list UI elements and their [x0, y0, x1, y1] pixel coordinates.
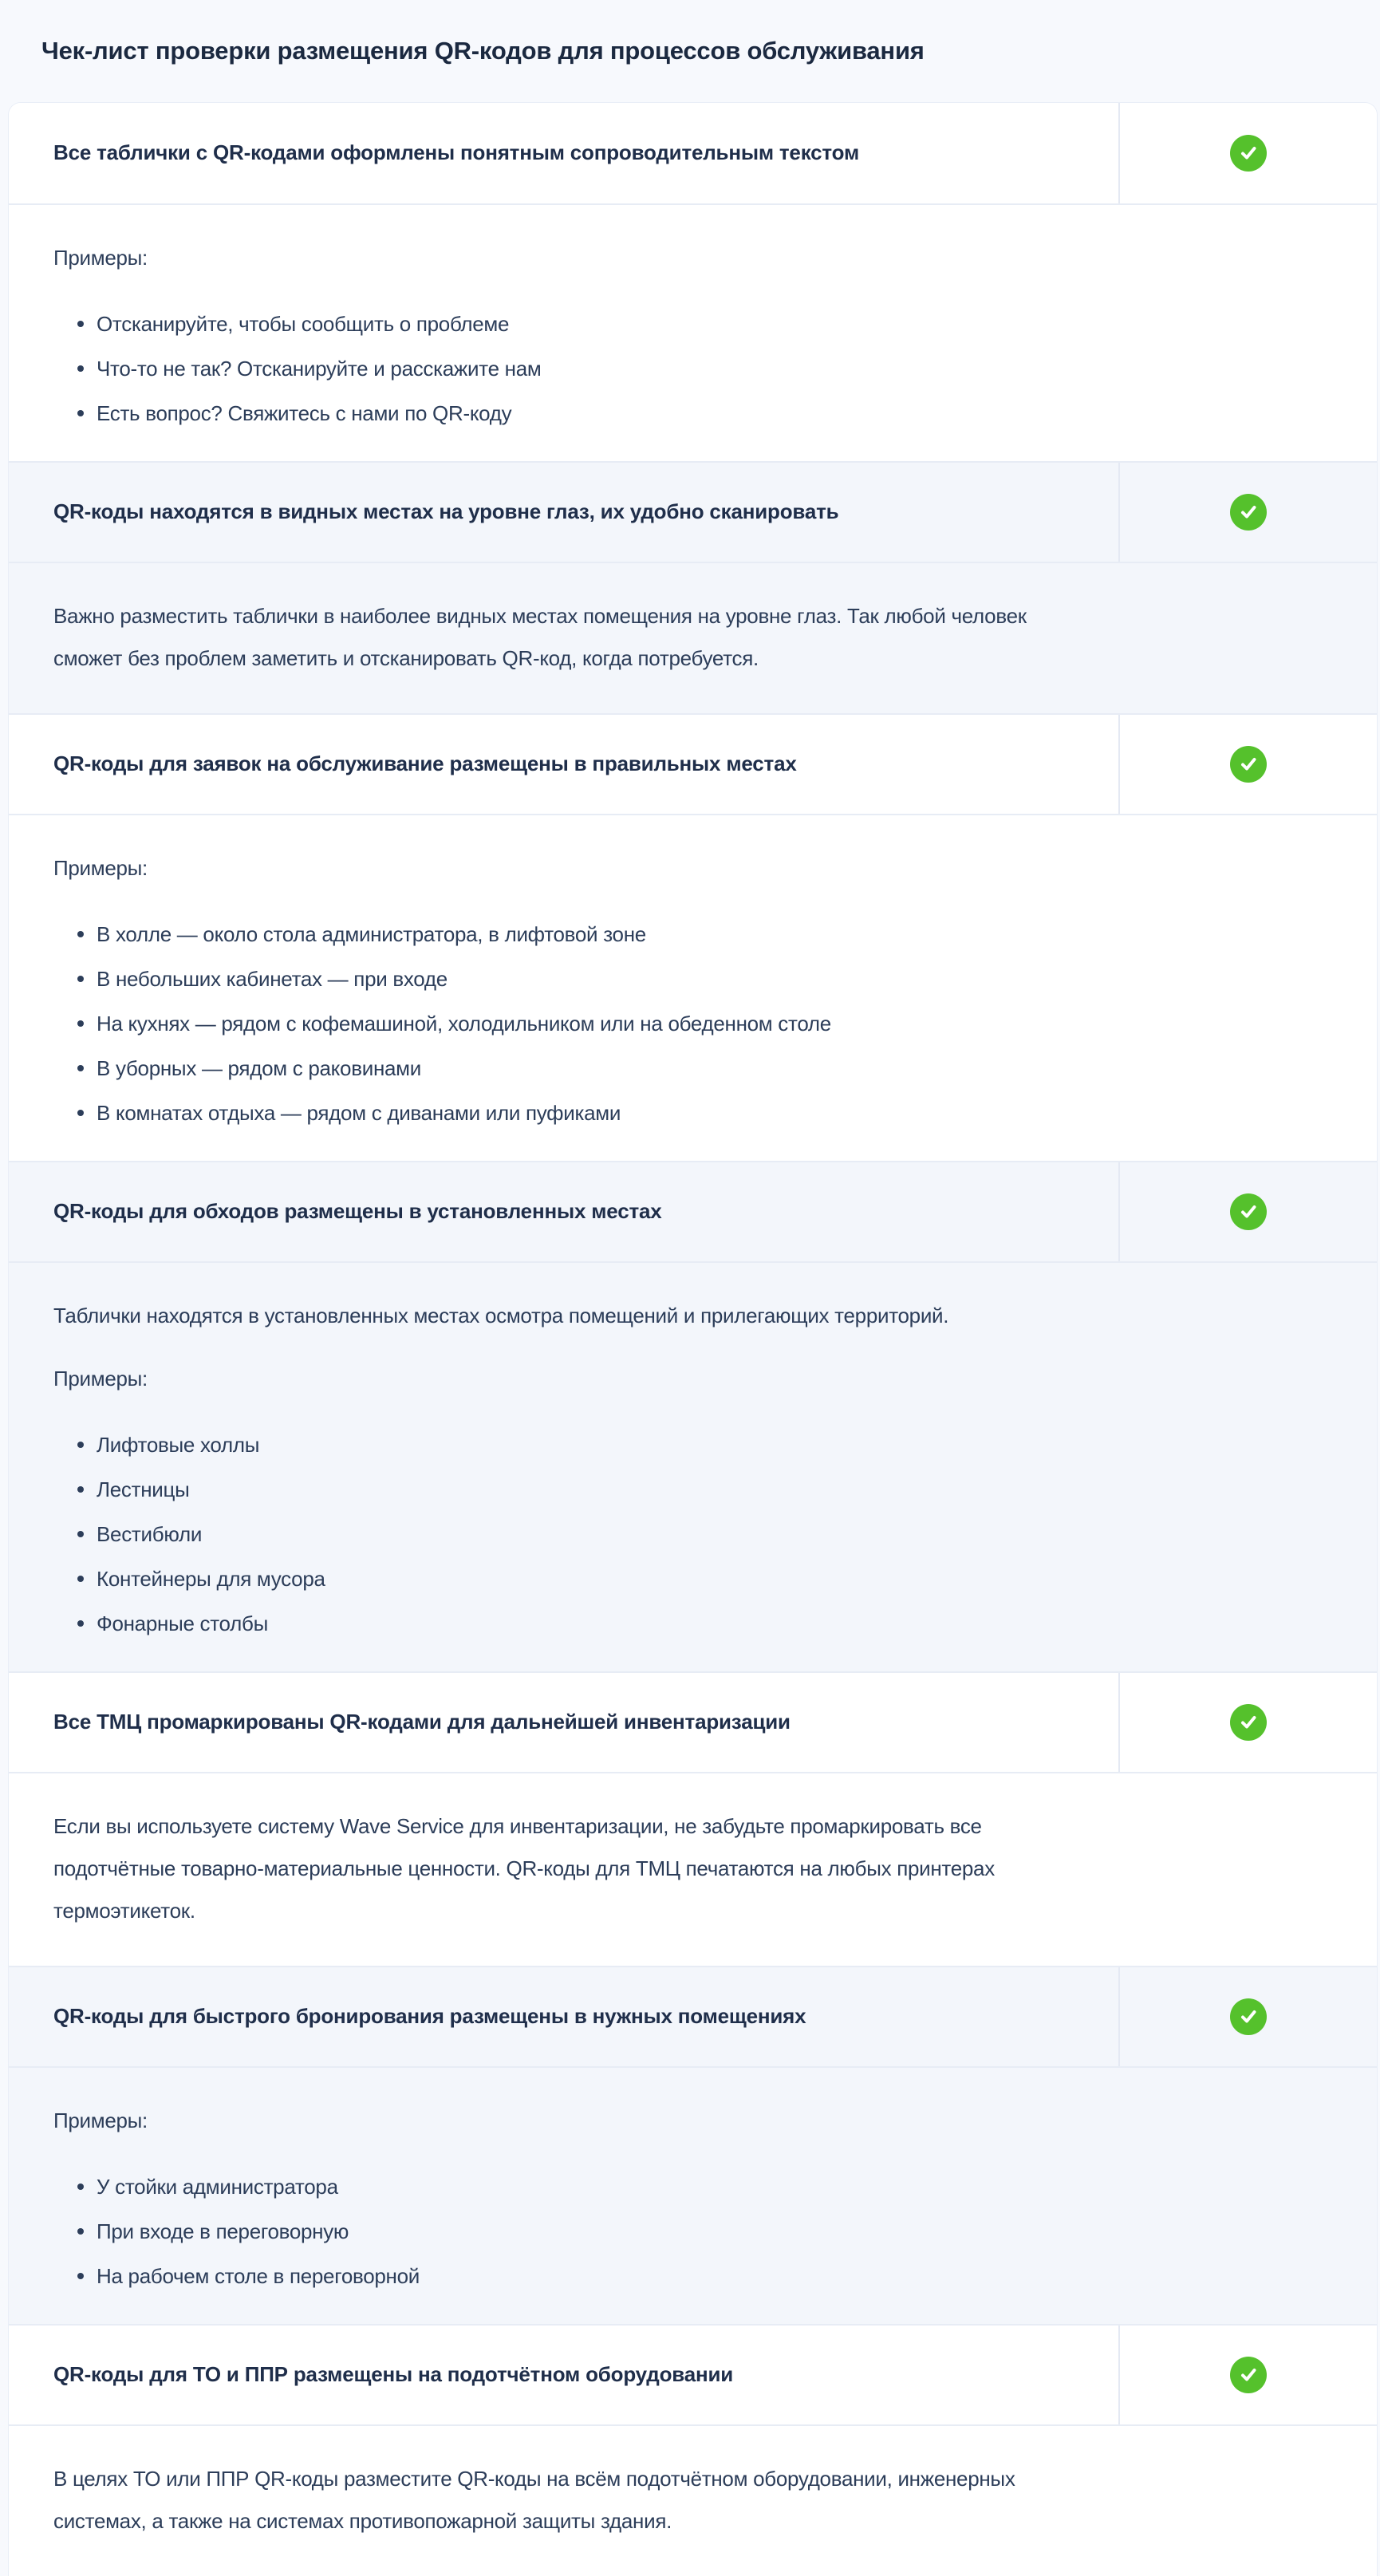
check-circle-icon[interactable]	[1230, 1998, 1267, 2035]
checklist-item	[9, 2324, 1377, 2576]
checklist-item-title: QR-коды для быстрого бронирования размещены в нужных помещениях	[9, 1967, 1120, 2066]
checklist-item-header	[9, 1161, 1377, 1261]
example-list	[53, 310, 1332, 428]
example-list	[53, 2172, 1332, 2290]
checklist-item-title: Все таблички с QR-кодами оформлены понятным сопроводительным текстом	[9, 103, 1120, 203]
checklist-item	[9, 1671, 1377, 1966]
checklist-item-header	[9, 713, 1377, 814]
list-item: На рабочем столе в переговорной	[77, 2262, 1122, 2290]
body-paragraph: Примеры:	[53, 1367, 148, 1391]
checklist-item-status-cell	[1120, 103, 1377, 203]
checklist-item-title: QR-коды для заявок на обслуживание размещены в правильных местах	[9, 715, 1120, 814]
check-circle-icon[interactable]	[1230, 135, 1267, 172]
list-item: В небольших кабинетах — при входе	[77, 965, 1122, 993]
list-item: Фонарные столбы	[77, 1609, 1122, 1638]
checklist-item-title: Все ТМЦ промаркированы QR-кодами для дальнейшей инвентаризации	[9, 1673, 1120, 1772]
checklist-item-body	[9, 2424, 1377, 2576]
checklist-item	[9, 461, 1377, 713]
list-item: Вестибюли	[77, 1520, 1122, 1548]
page-header	[0, 0, 1380, 102]
check-circle-icon[interactable]	[1230, 1704, 1267, 1741]
checklist-item-header	[9, 2324, 1377, 2424]
list-item: На кухнях — рядом с кофемашиной, холодильником или на обеденном столе	[77, 1009, 1122, 1038]
checklist-item-status-cell	[1120, 1162, 1377, 1261]
body-paragraph: В целях ТО или ППР QR-коды разместите QR-коды на всём подотчётном оборудовании, инженерных системах, а также на системах противопожарной защиты здания.	[53, 2467, 1015, 2533]
list-item: В комнатах отдыха — рядом с диванами или пуфиками	[77, 1099, 1122, 1127]
checklist-item-header	[9, 1966, 1377, 2066]
checklist-item-header	[9, 103, 1377, 203]
list-item: Контейнеры для мусора	[77, 1564, 1122, 1593]
check-circle-icon[interactable]	[1230, 1193, 1267, 1230]
checklist-item-status-cell	[1120, 2326, 1377, 2424]
check-circle-icon[interactable]	[1230, 494, 1267, 531]
checklist-item	[9, 1161, 1377, 1671]
list-item: У стойки администратора	[77, 2172, 1122, 2201]
list-item: Лестницы	[77, 1475, 1122, 1504]
checklist-item-body	[9, 203, 1377, 461]
checklist-item-header	[9, 1671, 1377, 1772]
body-paragraph: Таблички находятся в установленных местах осмотра помещений и прилегающих территорий.	[53, 1304, 949, 1327]
check-circle-icon[interactable]	[1230, 746, 1267, 783]
body-paragraph: Примеры:	[53, 856, 148, 880]
checklist-item	[9, 1966, 1377, 2324]
checklist-item-title: QR-коды находятся в видных местах на уровне глаз, их удобно сканировать	[9, 463, 1120, 562]
list-item: В холле — около стола администратора, в лифтовой зоне	[77, 920, 1122, 949]
checklist-item-body	[9, 1261, 1377, 1671]
checklist-item-status-cell	[1120, 463, 1377, 562]
body-paragraph: Примеры:	[53, 2109, 148, 2132]
list-item: Отсканируйте, чтобы сообщить о проблеме	[77, 310, 1122, 338]
checklist-item-title: QR-коды для обходов размещены в установленных местах	[9, 1162, 1120, 1261]
list-item: Есть вопрос? Свяжитесь с нами по QR-коду	[77, 399, 1122, 428]
checklist-item-status-cell	[1120, 1673, 1377, 1772]
list-item: В уборных — рядом с раковинами	[77, 1054, 1122, 1083]
example-list	[53, 920, 1332, 1127]
checklist-item-body	[9, 1772, 1377, 1966]
checklist-item-body	[9, 562, 1377, 713]
checklist-item	[9, 103, 1377, 461]
checklist-item-body	[9, 814, 1377, 1161]
checklist-item-status-cell	[1120, 1967, 1377, 2066]
checklist-item-status-cell	[1120, 715, 1377, 814]
body-paragraph: Примеры:	[53, 246, 148, 270]
page-title: Чек-лист проверки размещения QR-кодов для процессов обслуживания	[41, 37, 925, 65]
checklist-card	[8, 102, 1378, 2576]
body-paragraph: Важно разместить таблички в наиболее видных местах помещения на уровне глаз. Так любой человек сможет без проблем заметить и отсканировать QR-код, когда потребуется.	[53, 604, 1027, 670]
checklist-item	[9, 713, 1377, 1161]
checklist-item-body	[9, 2066, 1377, 2324]
checklist-item-header	[9, 461, 1377, 562]
body-paragraph: Если вы используете систему Wave Service для инвентаризации, не забудьте промаркировать все подотчётные товарно-материальные ценности. QR-коды для ТМЦ печатаются на любых принтерах термоэтикеток.	[53, 1814, 995, 1923]
check-circle-icon[interactable]	[1230, 2357, 1267, 2393]
list-item: Что-то не так? Отсканируйте и расскажите нам	[77, 354, 1122, 383]
list-item: При входе в переговорную	[77, 2217, 1122, 2246]
checklist-item-title: QR-коды для ТО и ППР размещены на подотчётном оборудовании	[9, 2326, 1120, 2424]
example-list	[53, 1430, 1332, 1638]
list-item: Лифтовые холлы	[77, 1430, 1122, 1459]
